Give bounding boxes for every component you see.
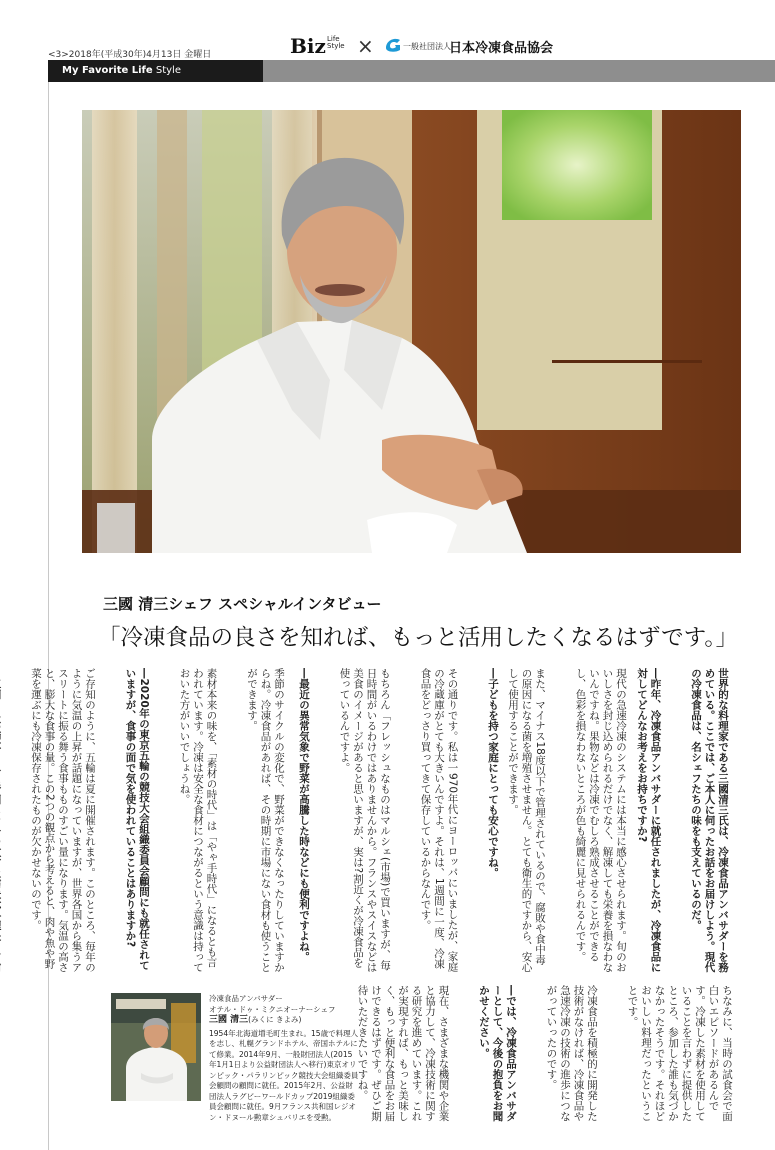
profile-role-2: オテル・ドゥ・ミクニオーナーシェフ	[209, 1004, 336, 1014]
answer-paragraph: 季節のサイクルの変化で、野菜ができなくなったりしていますからね。冷凍食品があれば、その時期に市場にない食材も使うことができます。	[246, 668, 285, 973]
chef-profile	[209, 994, 359, 1123]
section-label	[62, 65, 181, 76]
answer-paragraph: 現代の急速冷凍のシステムには本当に感心させられます。旬のおいしさを封じ込められるだけでなく、解凍しても栄養を損なわないんですね。果物などは冷凍でむしろ熟成させることができるし、色彩を損なわないところが色も綺麗に見せられるんです。	[574, 668, 627, 973]
answer-paragraph: 冷凍食品を積極的に開発した技術がなければ、冷凍食品や急速冷凍の技術の進歩につながっていったのです。	[545, 985, 598, 1122]
answer-paragraph: 素材本来の味を、「素材の時代」は「やゃ手時代」になるとも言われています。冷凍は安全な食材につながるという意識は持っておいた方がいいでしょうね。	[178, 668, 218, 973]
body-column-3	[298, 668, 526, 973]
question-6: ―では、冷凍食品アンバサダーとして、今後の抱負をお聞かせください。	[478, 985, 517, 1122]
answer-paragraph: その通りです。私は一970年代にヨーロッパにいましたが、家庭の冷蔵庫がとても大きいんですよ。それは、1週間に一度、冷凍食品をどっさり買ってきて保存しているからなんです。	[419, 668, 459, 972]
body-column-5	[356, 985, 760, 1130]
chef-profile-photo	[111, 993, 201, 1101]
profile-name	[209, 1015, 359, 1026]
answer-paragraph: もちろん「フレッシュなものはマルシェ(市場)で買いますが、毎日時間がいるわけではありませんから。フランスやスイスなどは美食のイメージがあると思いますが、実は?割近くが冷凍食品を使っているんですよ。	[338, 668, 391, 973]
jfa-logo-icon	[383, 36, 403, 52]
answer-paragraph: また、マイナス18度以下で管理されているので、腐敗や食中毒の原因になる菌を増殖させません。とても衛生的ですから、安心して使用することができます。	[507, 668, 546, 973]
partner-org-name: 日本冷凍食品協会	[449, 41, 554, 56]
section-bar-gray	[263, 60, 775, 82]
biz-logo-text: Biz	[290, 34, 326, 58]
article-lead: 世界的な料理家である三國清三氏は、冷凍食品アンバサダーを務めている。ここでは、ご本人に伺ったお話をお届けしよう。現代の冷凍食品は、名シェフたちの味をも支えているのだ。	[690, 668, 729, 973]
article-kicker: 三國 清三シェフ スペシャルインタビュー	[103, 595, 382, 613]
profile-bio: 1954年北海道増毛町生まれ。15歳で料理人を志し、札幌グランドホテル、帝国ホテルにて修業。2014年9月、一般財団法人(2015年1月1日より公益財団法人へ移行)東京オリンピック・パラリンピック競技大会組織委員会顧問の顧問に就任。2015年2月、公益財団法人ラグビーワールドカップ2019組織委員会顧問に就任。9月フランス共和国レジオン・ドヌール勲章シュバリエを受勲。	[209, 1028, 359, 1122]
lifestyle-logo-line1: Life	[327, 35, 340, 43]
chef-portrait-photo	[82, 110, 741, 553]
answer-paragraph: ちなみに、当時の試食会で面白いエピソードがあるんです。冷凍した素材を使用していることを言わずに提供したところ、参加した誰も気づかなかったそうです。それほどおいしい料理だったということです。	[626, 985, 733, 1122]
question-2: ―子どもを持つ家庭にとっても安心ですね。	[487, 668, 499, 878]
profile-role: 冷凍食品アンバサダー	[209, 994, 283, 1003]
profile-name-text: 三國 清三	[209, 1015, 249, 1025]
lifestyle-logo-text	[327, 36, 345, 50]
collab-cross: ×	[357, 34, 374, 58]
question-1: ―昨年、冷凍食品アンバサダーに就任されましたが、冷凍食品に対してどんなお考えをお持ちですか?	[636, 668, 662, 973]
answer-paragraph: 現在、さまざまな機関や企業と協力して、冷凍技術に関する研究を進めています。これが実現すれば、もっと美味しく、もっと便利な食品をお届けできるはずです。ぜひご期待いただきたいですね。	[356, 985, 450, 1122]
page-frame-line	[48, 82, 49, 1150]
section-label-bold: My Favorite Life	[62, 65, 153, 76]
profile-name-reading: (みくに きよみ)	[248, 1015, 302, 1024]
answer-paragraph: ご存知のように、五輪は夏に開催されます。このところ、毎年のように気温の上昇が話題になっていますが、世界各国から集うアスリートに振る舞う食事もものすごい量になります。気温の高さと、膨大な食事の量。この2つの観点から考えると、肉や魚や野菜を運ぶにも冷凍保存されたものが欠かせないのです。	[30, 668, 96, 973]
body-column-1	[636, 668, 756, 973]
body-column-4	[30, 668, 312, 973]
body-column-2	[507, 668, 654, 973]
question-4: ―2020年の東京五輪の競技大会組織委員会顧問にも就任されていますが、食事の面で気を使われていることはありますか?	[124, 668, 150, 971]
partner-org-type: 一般社団法人	[403, 42, 451, 51]
lifestyle-logo-line2: Style	[327, 42, 345, 50]
article-headline: 「冷凍食品の良さを知れば、もっと活用したくなるはずです。」	[98, 625, 739, 651]
section-label-light: Style	[155, 65, 181, 76]
question-3: ―最近の異常気象で野菜が高騰した時などにも便利ですよね。	[298, 668, 310, 962]
issue-date: <3>2018年(平成30年)4月13日 金曜日	[48, 50, 212, 60]
question-5	[0, 668, 2, 973]
masthead	[0, 0, 775, 60]
